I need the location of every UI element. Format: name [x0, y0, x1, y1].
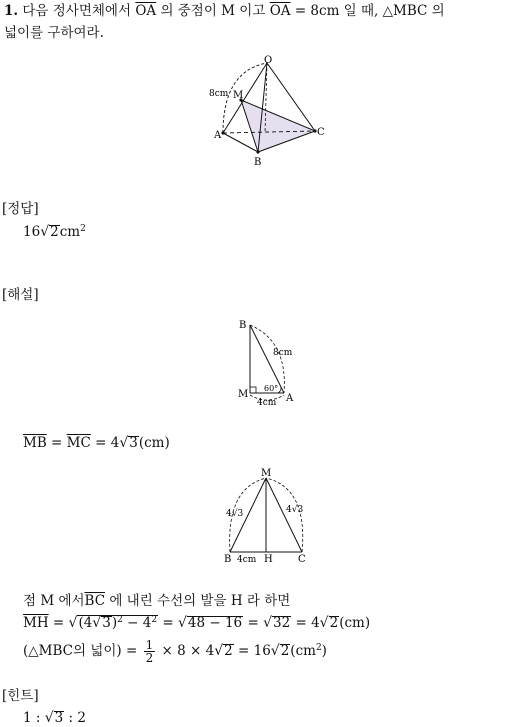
fig3-label-b: B	[224, 554, 232, 564]
fig3-label-c: C	[298, 554, 306, 564]
problem-number: 1.	[4, 3, 19, 19]
explanation-line-1: 점 M 에서$\overline{BC}$ 에 내린 수선의 발을 H 라 하면	[23, 593, 291, 609]
fig2-label-4cm: 4cm	[257, 398, 277, 407]
segment-bc: $\overline{BC}$	[84, 593, 106, 609]
fig3-label-m: M	[261, 468, 272, 479]
label-8cm: 8cm	[209, 89, 229, 99]
right-triangle-figure	[236, 317, 296, 407]
fig3-label-left: 4√3	[226, 509, 244, 519]
label-m: M	[233, 90, 244, 101]
fig3-label-h: H	[264, 554, 273, 564]
answer-heading: [정답]	[2, 201, 39, 217]
problem-line-2	[4, 24, 104, 42]
fig2-label-a: A	[286, 393, 294, 404]
fig2-label-m: M	[238, 389, 249, 400]
equation-mb-mc: $\overline{MB} = \overline{MC} = 4√3(cm)$	[23, 435, 170, 451]
fig2-label-8cm: 8cm	[273, 348, 293, 358]
hint-heading: [힌트]	[2, 688, 39, 704]
problem-line-1	[4, 2, 445, 20]
triangle-mbc-figure	[220, 466, 314, 564]
label-o: O	[264, 55, 273, 66]
explanation-heading: [해설]	[2, 287, 39, 303]
fraction-one-half: $\frac{1}{2}$	[145, 638, 154, 665]
label-a: A	[214, 130, 222, 141]
fig2-label-angle: 60°	[264, 384, 279, 393]
hint-ratio: 1 : √3 : 2	[23, 710, 86, 726]
label-c: C	[317, 127, 325, 138]
answer-value: $16√2cm^2$	[23, 224, 86, 240]
fig3-label-right: 4√3	[286, 505, 304, 515]
fig3-label-bottom: 4cm	[237, 555, 257, 564]
label-b: B	[254, 157, 262, 167]
answer-radicand: 2	[50, 224, 59, 240]
problem-text-2: 의 중점이 M 이고	[160, 3, 266, 19]
segment-oa-2: $\overline{OA}$	[269, 3, 291, 19]
problem-text-4: 넓이를 구하여라.	[4, 25, 104, 41]
fig2-label-b: B	[239, 320, 247, 331]
problem-text-3: = 8cm 일 때, △MBC 의	[294, 3, 445, 19]
explanation-line-3: (△MBC의 넓이) = $\frac{1}{2}$ × $8 \times 4√2 = 16√2(cm^2)$	[23, 638, 327, 665]
explanation-line-2: $\overline{MH} = √(4√3)^2 - 4^2 = √48 - 16 = √32 = 4√2(cm)$	[23, 615, 371, 631]
segment-oa: $\overline{OA}$	[135, 3, 157, 19]
tetrahedron-figure	[205, 55, 330, 167]
problem-text-1: 다음 정사면체에서	[22, 3, 132, 19]
